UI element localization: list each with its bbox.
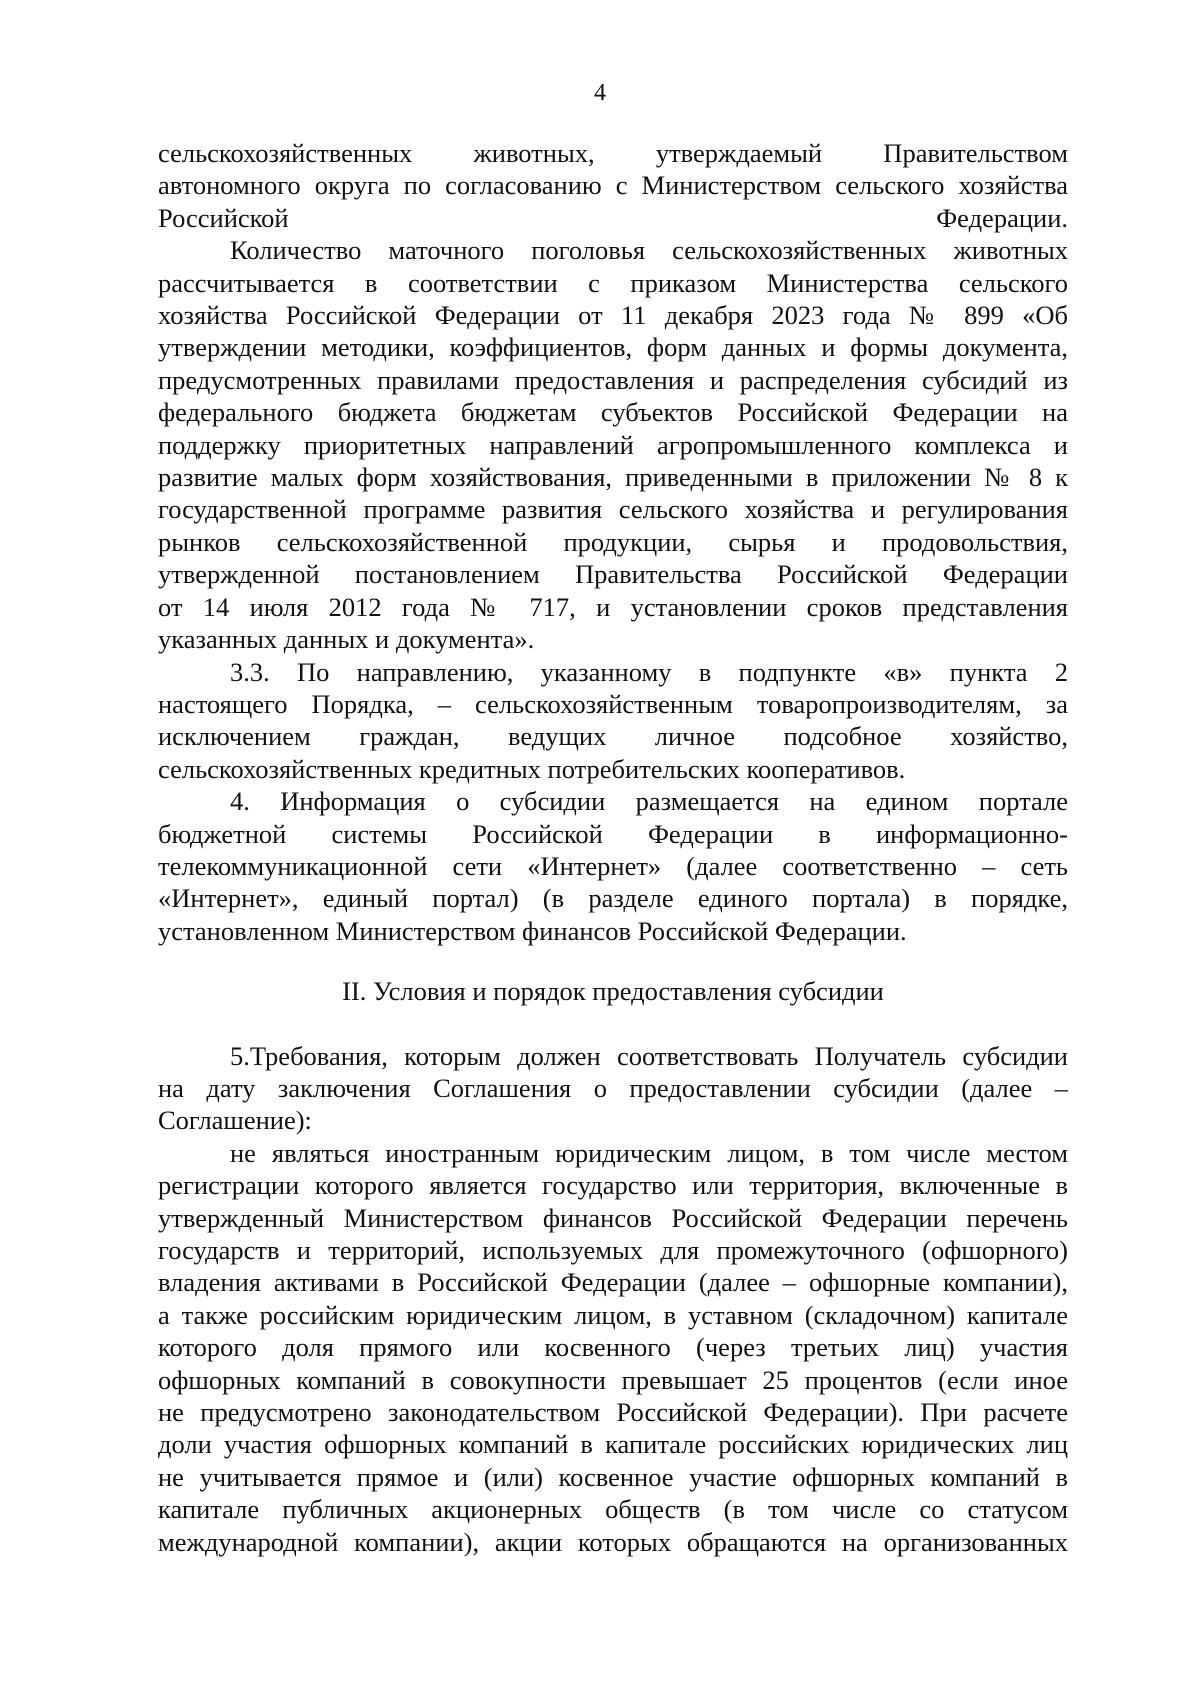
text-line: утверждении методики, коэффициентов, форм данных и формы документа, bbox=[158, 332, 1068, 363]
text-line: телекоммуникационной сети «Интернет» (далее соответственно – сеть bbox=[158, 850, 1068, 881]
text-line: капитале публичных акционерных обществ (в том числе со статусом bbox=[158, 1494, 1068, 1525]
text-line: сельскохозяйственных кредитных потребительских кооперативов. bbox=[158, 753, 906, 784]
text-line: поддержку приоритетных направлений агропромышленного комплекса и bbox=[158, 429, 1068, 460]
text-line: офшорных компаний в совокупности превышает 25 процентов (если иное bbox=[158, 1364, 1068, 1395]
text-line: исключением граждан, ведущих личное подсобное хозяйство, bbox=[158, 721, 1068, 752]
text-line: Соглашение): bbox=[158, 1105, 312, 1136]
paragraph-5 bbox=[158, 1040, 1068, 1137]
text-line: не учитывается прямое и (или) косвенное участие офшорных компаний в bbox=[158, 1461, 1068, 1492]
paragraph-3-3 bbox=[158, 656, 1068, 786]
text-line: от 14 июля 2012 года № 717, и установлении сроков представления bbox=[158, 591, 1068, 622]
paragraph-4 bbox=[158, 785, 1068, 947]
text-line: рынков сельскохозяйственной продукции, сырья и продовольствия, bbox=[158, 526, 1068, 557]
page-number: 4 bbox=[594, 80, 606, 106]
text-line: регистрации которого является государство или территория, включенные в bbox=[158, 1170, 1068, 1201]
text-line: которого доля прямого или косвенного (через третьих лиц) участия bbox=[158, 1332, 1068, 1363]
text-line: настоящего Порядка, – сельскохозяйственным товаропроизводителям, за bbox=[158, 688, 1068, 719]
text-line: сельскохозяйственных животных, утверждаемый Правительством bbox=[158, 138, 1068, 168]
text-line: не предусмотрено законодательством Российской Федерации). При расчете bbox=[158, 1397, 1068, 1428]
document-body bbox=[158, 137, 1068, 1558]
paragraph-requirements bbox=[158, 1137, 1068, 1558]
text-line: 5.Требования, которым должен соответствовать Получатель субсидии bbox=[230, 1040, 1068, 1071]
text-line: доли участия офшорных компаний в капитале российских юридических лиц bbox=[158, 1429, 1068, 1460]
text-line: автономного округа по согласованию с Министерством сельского хозяйства bbox=[158, 170, 1068, 201]
text-line: бюджетной системы Российской Федерации в информационно- bbox=[158, 818, 1068, 849]
text-line: рассчитывается в соответствии с приказом Министерства сельского bbox=[158, 267, 1068, 298]
text-line: государственной программе развития сельского хозяйства и регулирования bbox=[158, 494, 1068, 525]
text-line: государств и территорий, используемых для промежуточного (офшорного) bbox=[158, 1235, 1068, 1265]
text-line: утвержденный Министерством финансов Российской Федерации перечень bbox=[158, 1202, 1068, 1233]
paragraph-livestock-count bbox=[158, 234, 1068, 655]
text-line: предусмотренных правилами предоставления и распределения субсидий из bbox=[158, 364, 1068, 395]
section-heading: II. Условия и порядок предоставления субсидии bbox=[342, 976, 884, 1007]
text-line: 4. Информация о субсидии размещается на едином портале bbox=[230, 786, 1068, 817]
text-line: указанных данных и документа». bbox=[158, 624, 535, 655]
text-line: Российской Федерации. bbox=[158, 202, 1068, 233]
text-line: владения активами в Российской Федерации (далее – офшорные компании), bbox=[158, 1267, 1068, 1298]
text-line: Количество маточного поголовья сельскохозяйственных животных bbox=[230, 235, 1068, 266]
paragraph-continuation bbox=[158, 137, 1068, 234]
text-line: хозяйства Российской Федерации от 11 декабря 2023 года № 899 «Об bbox=[158, 300, 1068, 331]
text-line: утвержденной постановлением Правительства Российской Федерации bbox=[158, 559, 1068, 590]
text-line: международной компании), акции которых обращаются на организованных bbox=[158, 1526, 1068, 1557]
text-line: федерального бюджета бюджетам субъектов Российской Федерации на bbox=[158, 397, 1068, 428]
text-line: а также российским юридическим лицом, в уставном (складочном) капитале bbox=[158, 1299, 1068, 1330]
text-line: развитие малых форм хозяйствования, приведенными в приложении № 8 к bbox=[158, 462, 1068, 493]
text-line: не являться иностранным юридическим лицом, в том числе местом bbox=[230, 1137, 1068, 1168]
text-line: «Интернет», единый портал) (в разделе единого портала) в порядке, bbox=[158, 883, 1068, 914]
text-line: 3.3. По направлению, указанному в подпункте «в» пункта 2 bbox=[230, 656, 1068, 687]
text-line: на дату заключения Соглашения о предоставлении субсидии (далее – bbox=[158, 1072, 1068, 1103]
text-line: установленном Министерством финансов Российской Федерации. bbox=[158, 915, 907, 946]
